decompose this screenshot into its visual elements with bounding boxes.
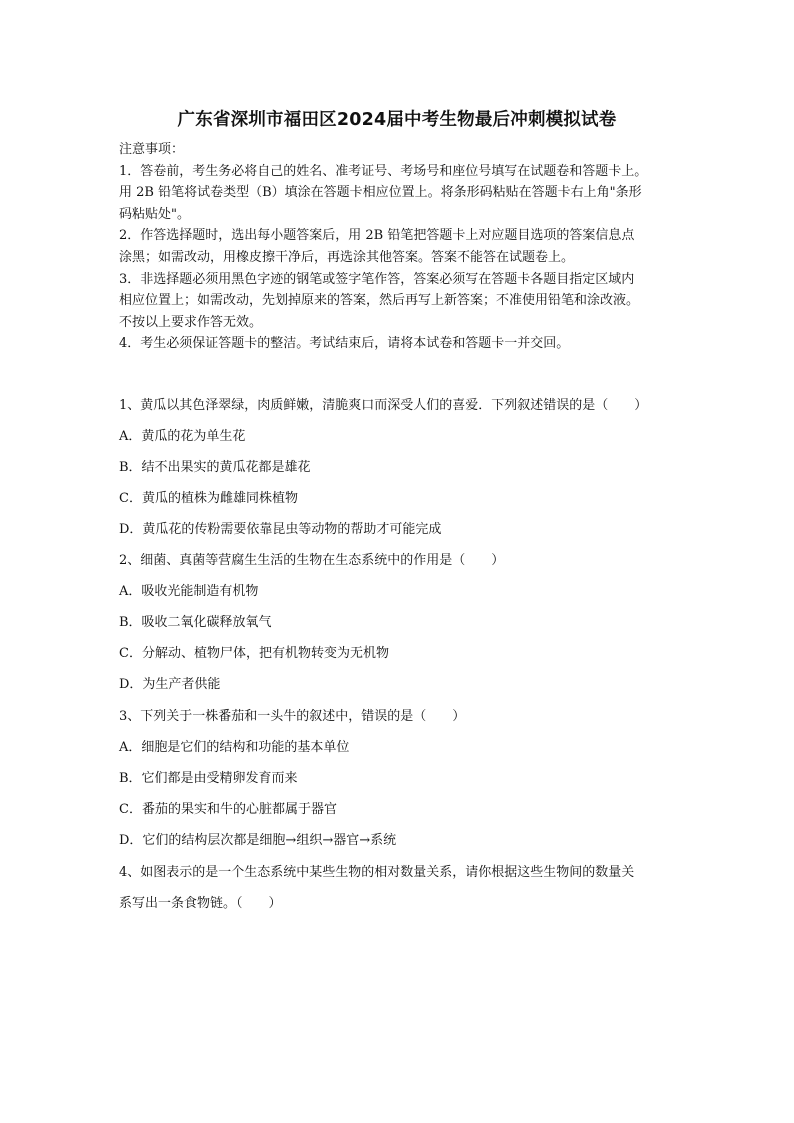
notice-line: 3．非选择题必须用黑色字迹的钢笔或签字笔作答，答案必须写在答题卡各题目指定区域内	[119, 271, 635, 287]
question-2-option-d: D．为生产者供能	[119, 677, 221, 692]
question-3-option-c: C．番茄的果实和牛的心脏都属于器官	[119, 802, 337, 817]
question-4-stem-line-2: 系写出一条食物链。（ ）	[119, 896, 282, 911]
notice-line: 相应位置上；如需改动，先划掉原来的答案，然后再写上新答案；不准使用铅笔和涂改液。	[119, 293, 640, 309]
question-4-stem-line-1: 4、如图表示的是一个生态系统中某些生物的相对数量关系，请你根据这些生物间的数量关	[119, 865, 635, 880]
notice-line: 4．考生必须保证答题卡的整洁。考试结束后，请将本试卷和答题卡一并交回。	[119, 336, 570, 352]
question-1-option-a: A．黄瓜的花为单生花	[119, 429, 246, 444]
question-1-option-b: B．结不出果实的黄瓜花都是雄花	[119, 460, 311, 475]
notice-line: 2．作答选择题时，选出每小题答案后，用 2B 铅笔把答题卡上对应题目选项的答案信息点	[119, 228, 635, 244]
question-2-option-c: C．分解动、植物尸体，把有机物转变为无机物	[119, 646, 389, 661]
notice-section	[119, 139, 689, 355]
notice-heading: 注意事项：	[119, 142, 185, 157]
question-3-option-b: B．它们都是由受精卵发育而来	[119, 771, 298, 786]
question-2-stem: 2、细菌、真菌等营腐生生活的生物在生态系统中的作用是（ ）	[119, 553, 505, 568]
question-1-option-d: D．黄瓜花的传粉需要依靠昆虫等动物的帮助才可能完成	[119, 522, 442, 537]
question-3-option-d: D．它们的结构层次都是细胞→组织→器官→系统	[119, 833, 397, 848]
question-2-option-a: A．吸收光能制造有机物	[119, 584, 259, 599]
question-1-stem: 1、黄瓜以其色泽翠绿，肉质鲜嫩，清脆爽口而深受人们的喜爱．下列叙述错误的是（ ）	[119, 398, 648, 413]
question-1-option-c: C．黄瓜的植株为雌雄同株植物	[119, 491, 298, 506]
notice-line: 用 2B 铅笔将试卷类型（B）填涂在答题卡相应位置上。将条形码粘贴在答题卡右上角"条形	[119, 185, 642, 201]
notice-line: 涂黑；如需改动，用橡皮擦干净后，再选涂其他答案。答案不能答在试题卷上。	[119, 249, 575, 265]
notice-line: 不按以上要求作答无效。	[119, 314, 263, 330]
question-3-stem: 3、下列关于一株番茄和一头牛的叙述中，错误的是（ ）	[119, 709, 466, 724]
question-3-option-a: A．细胞是它们的结构和功能的基本单位	[119, 740, 350, 755]
page-title: 广东省深圳市福田区2024届中考生物最后冲刺模拟试卷	[177, 110, 617, 130]
notice-line: 码粘贴处"。	[119, 206, 190, 222]
notice-line: 1．答卷前，考生务必将自己的姓名、准考证号、考场号和座位号填写在试题卷和答题卡上。	[119, 163, 648, 179]
question-2-option-b: B．吸收二氧化碳释放氧气	[119, 615, 272, 630]
